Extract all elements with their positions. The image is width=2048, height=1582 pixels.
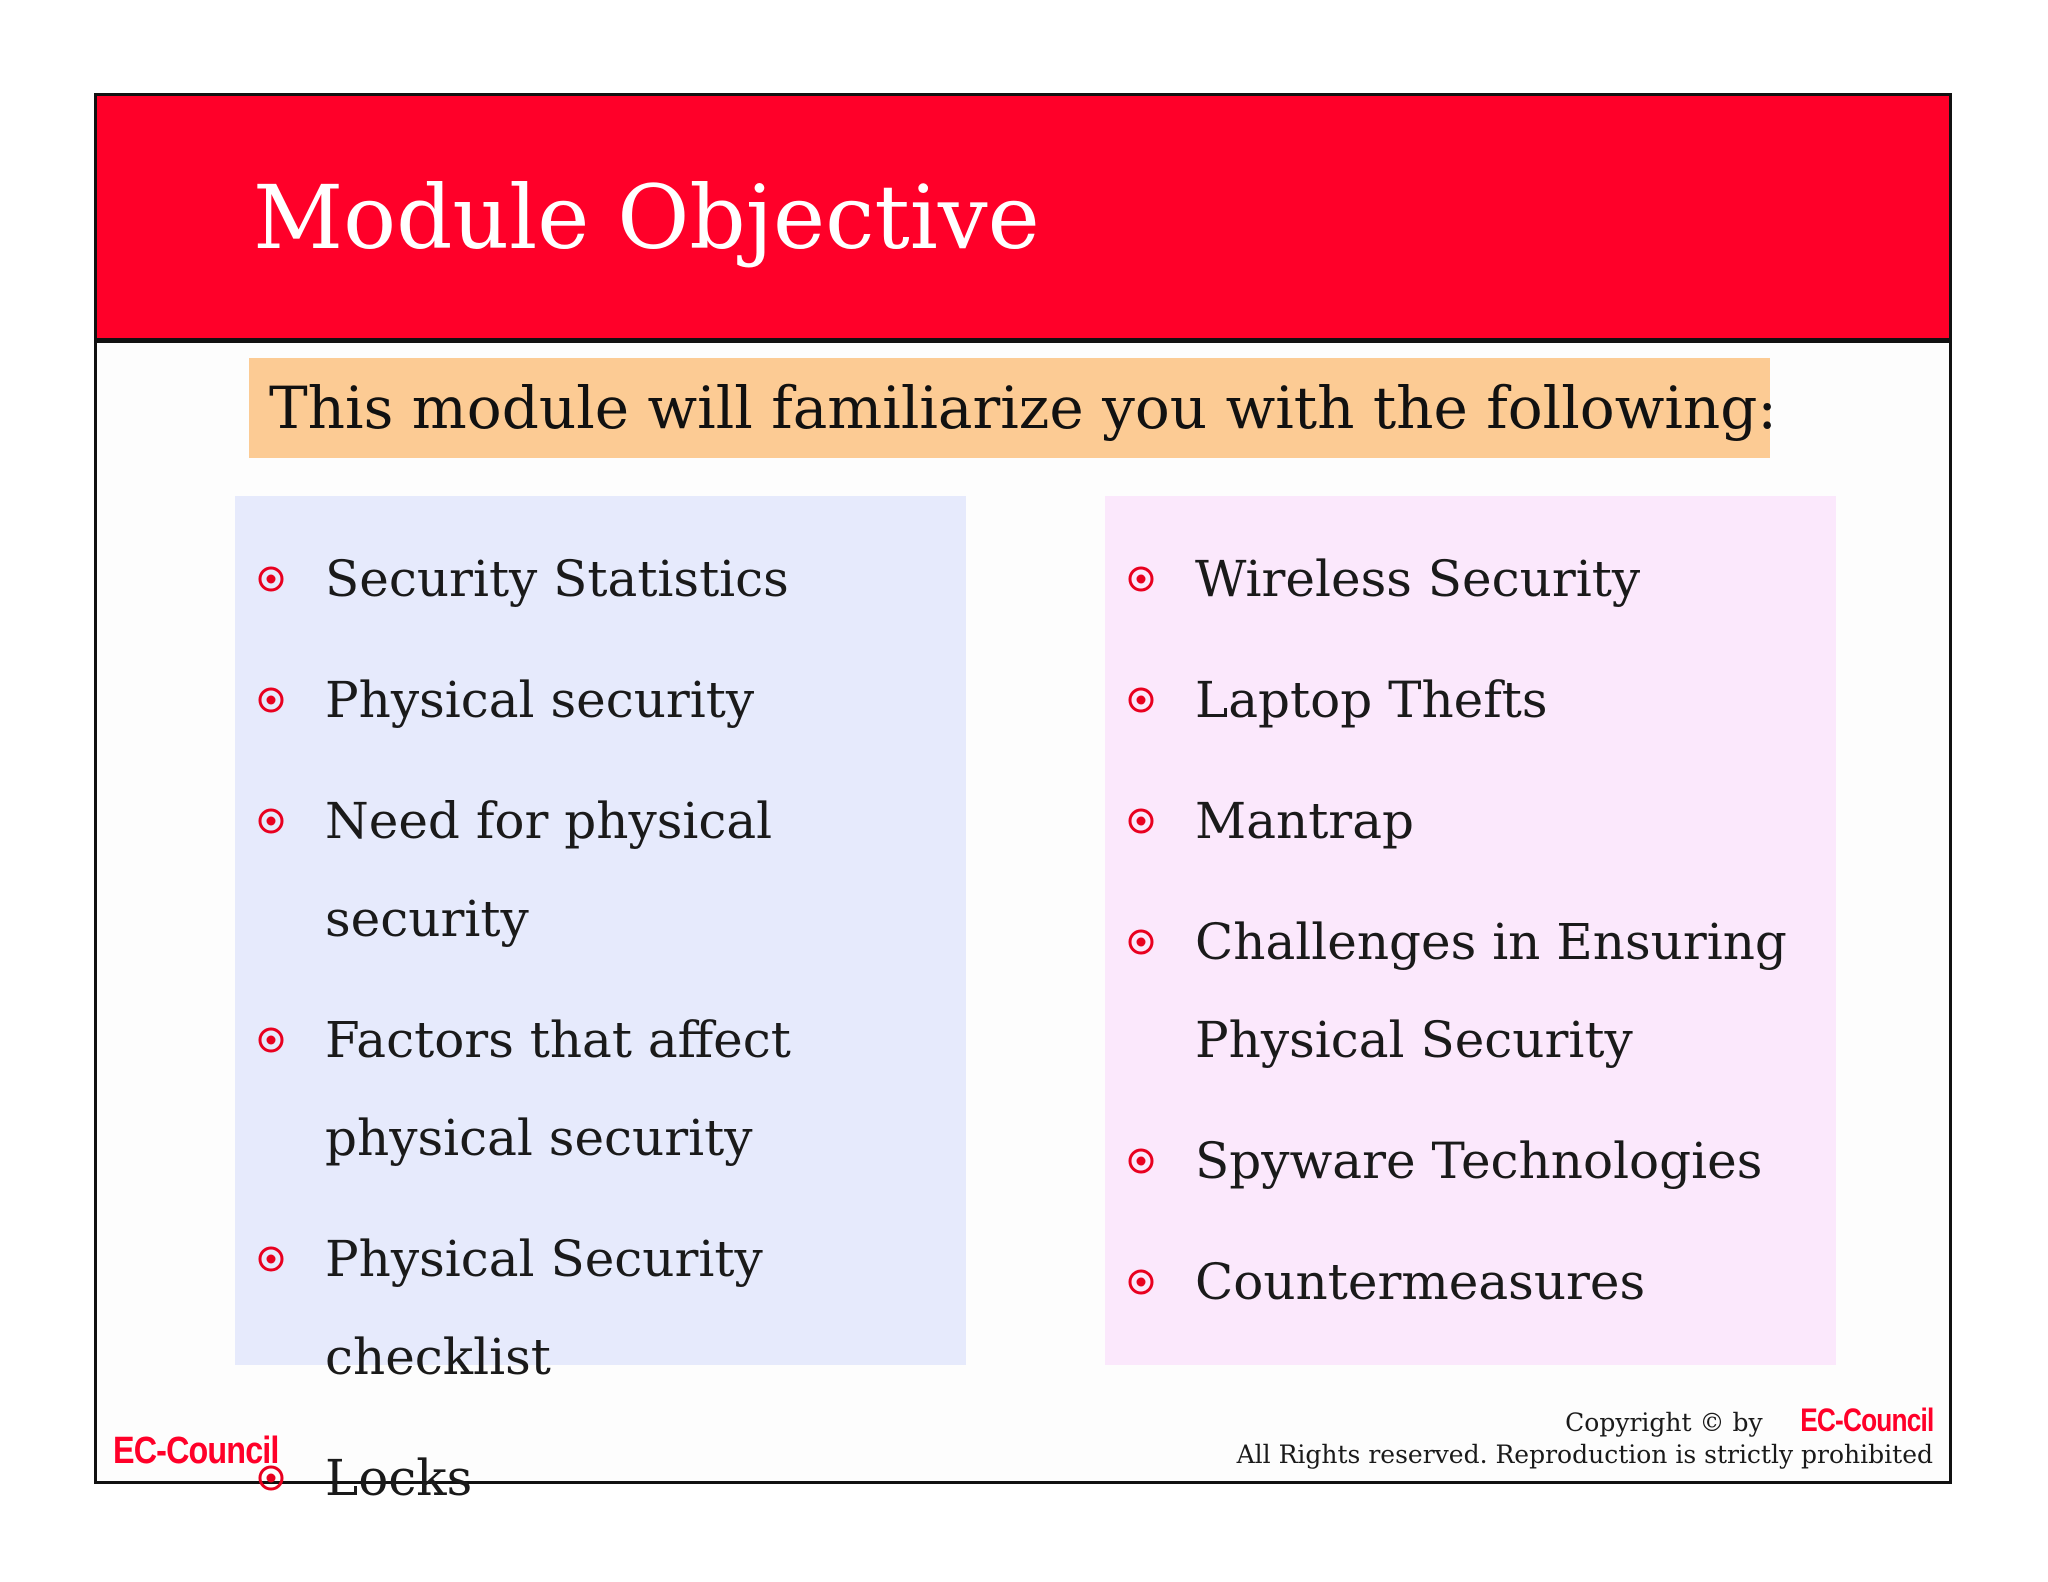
left-objectives-panel — [235, 496, 966, 1507]
list-item — [1105, 651, 1836, 749]
list-item — [235, 1210, 966, 1406]
slide — [94, 93, 1952, 1507]
ec-council-logo: EC-Council — [113, 1430, 279, 1472]
title-banner — [97, 96, 1949, 343]
rights-reserved: All Rights reserved. Reproduction is strictly prohibited — [1236, 1440, 1933, 1469]
list-item-label: Mantrap — [1195, 792, 1415, 850]
target-bullet-icon — [1128, 808, 1154, 834]
list-item-label: Need for physical security — [325, 792, 773, 948]
list-item-label: Physical Security checklist — [325, 1230, 763, 1386]
target-bullet-icon — [258, 808, 284, 834]
list-item-label: Security Statistics — [325, 550, 789, 608]
list-item-label: Challenges in Ensuring Physical Security — [1195, 913, 1787, 1069]
right-objectives-list — [1105, 530, 1836, 1354]
left-objectives-list — [235, 530, 966, 1550]
copyright-line — [1237, 1404, 1933, 1439]
list-item — [1105, 1112, 1836, 1210]
target-bullet-icon — [258, 1246, 284, 1272]
list-item-label: Spyware Technologies — [1195, 1132, 1763, 1190]
list-item — [1105, 893, 1836, 1089]
list-item — [235, 530, 966, 628]
list-item-label: Laptop Thefts — [1195, 671, 1548, 729]
target-bullet-icon — [1128, 1148, 1154, 1174]
intro-banner — [249, 358, 1777, 458]
list-item — [235, 651, 966, 749]
list-item — [235, 991, 966, 1187]
list-item — [235, 1429, 966, 1527]
target-bullet-icon — [258, 566, 284, 592]
target-bullet-icon — [258, 1027, 284, 1053]
list-item-label: Physical security — [325, 671, 755, 729]
list-item — [235, 772, 966, 968]
list-item-label: Locks — [325, 1449, 473, 1507]
list-item — [1105, 530, 1836, 628]
target-bullet-icon — [1128, 929, 1154, 955]
page-title: Module Objective — [253, 166, 1040, 269]
copyright-brand: EC-Council — [1799, 1402, 1933, 1438]
copyright-prefix: Copyright © by — [1565, 1408, 1763, 1437]
list-item — [1105, 772, 1836, 870]
list-item-label: Wireless Security — [1195, 550, 1641, 608]
target-bullet-icon — [258, 687, 284, 713]
target-bullet-icon — [1128, 687, 1154, 713]
copyright-notice — [1237, 1404, 1933, 1471]
list-item — [1105, 1233, 1836, 1331]
list-item-label: Countermeasures — [1195, 1253, 1646, 1311]
target-bullet-icon — [1128, 1269, 1154, 1295]
right-objectives-panel — [1105, 496, 1836, 1365]
target-bullet-icon — [1128, 566, 1154, 592]
intro-text: This module will familiarize you with the following: — [269, 374, 1777, 442]
list-item-label: Factors that affect physical security — [325, 1011, 791, 1167]
